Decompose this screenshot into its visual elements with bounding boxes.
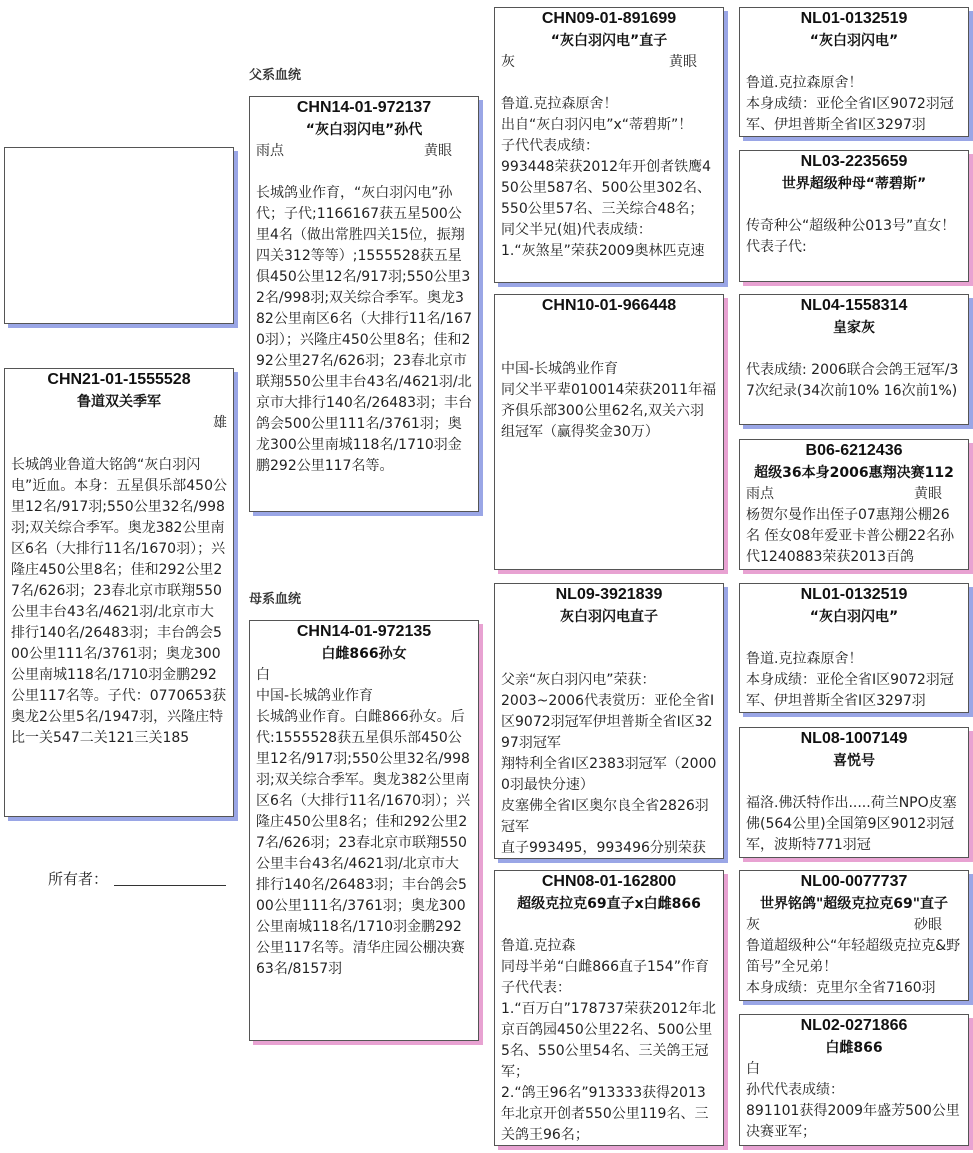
- ss-description: 鲁道.克拉森原舍！ 出自“灰白羽闪电”x“蒂碧斯”！ 子代代表成绩： 993448荣获2012年开创者铁鹰450公里587名、500公里302名、550公里57名、三关综合48名； 同父半兄(姐)代表成绩： 1.“灰煞星”荣获2009奥林匹克速: [501, 96, 711, 259]
- dam-name: 白雌866孙女: [321, 646, 407, 662]
- dd-description: 鲁道.克拉森 同母半弟“白雌866直子154”作育子代代表： 1.“百万白”178737荣获2012年北京百鸽园450公里22名、500公里5名、550公里54名、三关鸽王冠军； 2.“鸽王96名”913333获得2013年北京开创者550公里119名、三关鸽王96名；: [501, 938, 716, 1143]
- owner-label: 所有者：: [48, 870, 109, 888]
- owner-blank-line: [114, 885, 226, 886]
- subject-sex: 雄: [213, 415, 227, 431]
- ssd-ring-number: NL03-2235659: [800, 153, 908, 170]
- sire-name: “灰白羽闪电”孙代: [305, 122, 423, 138]
- sd-description: 中国-长城鸽业作育 同父半平辈010014荣获2011年福齐俱乐部300公里62名,双关六羽组冠军（赢得奖金30万）: [501, 361, 717, 440]
- sd-ring-number: CHN10-01-966448: [541, 297, 677, 314]
- sss-description: 鲁道.克拉森原舍！ 本身成绩：亚伦全省I区9072羽冠军、伊坦普斯全省I区3297羽: [746, 75, 954, 133]
- sdd-color: 雨点: [746, 486, 774, 502]
- sds-card: [739, 294, 969, 425]
- dds-card: [739, 870, 969, 1001]
- subject-ring-number: CHN21-01-1555528: [47, 371, 191, 388]
- ss-name: “灰白羽闪电”直子: [550, 33, 668, 49]
- sire-description: 长城鸽业作育，“灰白羽闪电”孙代；子代;1166167获五星500公里4名（做出常胜四关15位，振翔四关312等等）;1555528获五星俱450公里12名/917羽;550公里32名/998羽;双关综合季军。奥龙382公里南区6名（大排行11名/1670羽）；兴隆庄450公里8名；佳和292公里27名/626羽；23春北京市联翔550公里丰台43名/4621羽/北京市大排行140名/26483羽；丰台鸽会500公里111名/3761羽；奥龙300公里南城118名/1710羽金鹏292公里117名等。: [256, 185, 472, 474]
- sds-name: 皇家灰: [833, 320, 875, 336]
- dds-ring-number: NL00-0077737: [800, 873, 908, 890]
- sdd-card: [739, 439, 969, 570]
- dam-dam-card: [494, 870, 724, 1146]
- sds-description: 代表成绩: 2006联合会鸽王冠军/37次纪录(34次前10% 16次前1%): [746, 362, 959, 399]
- ss-ring-number: CHN09-01-891699: [541, 10, 677, 27]
- dd-ring-number: CHN08-01-162800: [541, 873, 677, 890]
- dam-color: 白: [256, 667, 270, 683]
- dds-color: 灰: [746, 917, 760, 933]
- dam-sire-card: [494, 583, 724, 859]
- dd-name: 超级克拉克69直子x白雌866: [517, 896, 701, 912]
- ddd-name: 白雌866: [825, 1040, 883, 1056]
- sire-sire-card: [494, 7, 724, 283]
- sire-dam-card: [494, 294, 724, 570]
- sds-ring-number: NL04-1558314: [800, 297, 908, 314]
- dss-name: “灰白羽闪电”: [809, 609, 899, 625]
- sire-eye: 黄眼: [424, 143, 452, 159]
- dsd-name: 喜悦号: [833, 753, 875, 769]
- dds-name: 世界铭鸽"超级克拉克69"直子: [759, 896, 949, 912]
- ddd-ring-number: NL02-0271866: [800, 1017, 908, 1034]
- sss-card: [739, 7, 969, 137]
- dam-card: [249, 620, 479, 1041]
- dam-ring-number: CHN14-01-972135: [296, 623, 432, 640]
- dsd-ring-number: NL08-1007149: [800, 730, 908, 747]
- sire-color: 雨点: [256, 143, 284, 159]
- subject-name: 鲁道双关季军: [77, 394, 161, 410]
- ds-name: 灰白羽闪电直子: [560, 609, 658, 625]
- subject-description: 长城鸽业鲁道大铭鸽“灰白羽闪电”近血。本身：五星俱乐部450公里12名/917羽;550公里32名/998羽;双关综合季军。奥龙382公里南区6名（大排行11名/1670羽）；兴隆庄450公里8名；佳和292公里27名/626羽；23春北京市联翔550公里丰台43名/4621羽/北京市大排行140名/26483羽；丰台鸽会500公里111名/3761羽；奥龙300公里南城118名/1710羽金鹏292公里117名等。子代：0770653获奥龙2公里5名/1947羽，兴隆庄特比一关547二关121三关185: [11, 457, 227, 746]
- dsd-card: [739, 727, 969, 858]
- dss-ring-number: NL01-0132519: [800, 586, 908, 603]
- ds-description: 父亲“灰白羽闪电”荣获： 2003~2006代表赏历：亚伦全省I区9072羽冠军伊坦普斯全省I区3297羽冠军 翔特利全省I区2383羽冠军（20000羽最快分速） 皮塞佛全省I区奥尔良全省2826羽冠军 直子993495，993496分别荣获: [501, 672, 717, 856]
- dam-description: 中国-长城鸽业作育 长城鸽业作育。白雌866孙女。后代:1555528获五星俱乐部450公里12名/917羽;550公里32名/998羽;双关综合季军。奥龙382公里南区6名（大排行11名/1670羽）；兴隆庄450公里8名；佳和292公里27名/626羽；23春北京市联翔550公里丰台43名/4621羽/北京市大排行140名/26483羽；丰台鸽会500公里111名/3761羽；奥龙300公里南城118名/1710羽金鹏292公里117名等。清华庄园公棚决赛63名/8157羽: [256, 688, 471, 977]
- dds-eye: 砂眼: [914, 917, 942, 933]
- sdd-ring-number: B06-6212436: [805, 442, 903, 459]
- ss-color: 灰: [501, 54, 515, 70]
- ssd-card: [739, 150, 969, 282]
- ds-ring-number: NL09-3921839: [555, 586, 663, 603]
- dss-description: 鲁道.克拉森原舍！ 本身成绩：亚伦全省I区9072羽冠军、伊坦普斯全省I区3297羽: [746, 651, 954, 709]
- dsd-description: 福洛.佛沃特作出.....荷兰NPO皮塞佛(564公里)全国第9区9012羽冠军，波斯特771羽冠: [746, 795, 957, 853]
- ssd-name: 世界超级种母“蒂碧斯”: [781, 176, 927, 192]
- ddd-color: 白: [746, 1061, 760, 1077]
- owner-field: [48, 868, 226, 889]
- dss-card: [739, 583, 969, 713]
- paternal-line-label: 父系血统: [249, 68, 302, 83]
- subject-card: [4, 368, 234, 817]
- pigeon-photo-frame: [4, 147, 234, 324]
- ddd-card: [739, 1014, 969, 1146]
- ddd-description: 孙代代表成绩： 891101获得2009年盛芳500公里决赛亚军；: [746, 1082, 960, 1140]
- sss-name: “灰白羽闪电”: [809, 33, 899, 49]
- sire-ring-number: CHN14-01-972137: [296, 99, 432, 116]
- dds-description: 鲁道超级种公“年轻超级克拉克&野笛号”全兄弟！ 本身成绩：克里尔全省7160羽: [746, 938, 961, 996]
- sdd-eye: 黄眼: [914, 486, 942, 502]
- sss-ring-number: NL01-0132519: [800, 10, 908, 27]
- sire-card: [249, 96, 479, 512]
- ssd-description: 传奇种公“超级种公013号”直女！ 代表子代:: [746, 218, 956, 255]
- sdd-description: 杨贺尔曼作出侄子07惠翔公棚26名 侄女08年爱亚卡普公棚22名孙代1240883荣获2013百鸽: [746, 507, 955, 565]
- ss-eye: 黄眼: [669, 54, 697, 70]
- maternal-line-label: 母系血统: [249, 592, 302, 607]
- sdd-name: 超级36本身2006惠翔决赛112: [754, 465, 954, 481]
